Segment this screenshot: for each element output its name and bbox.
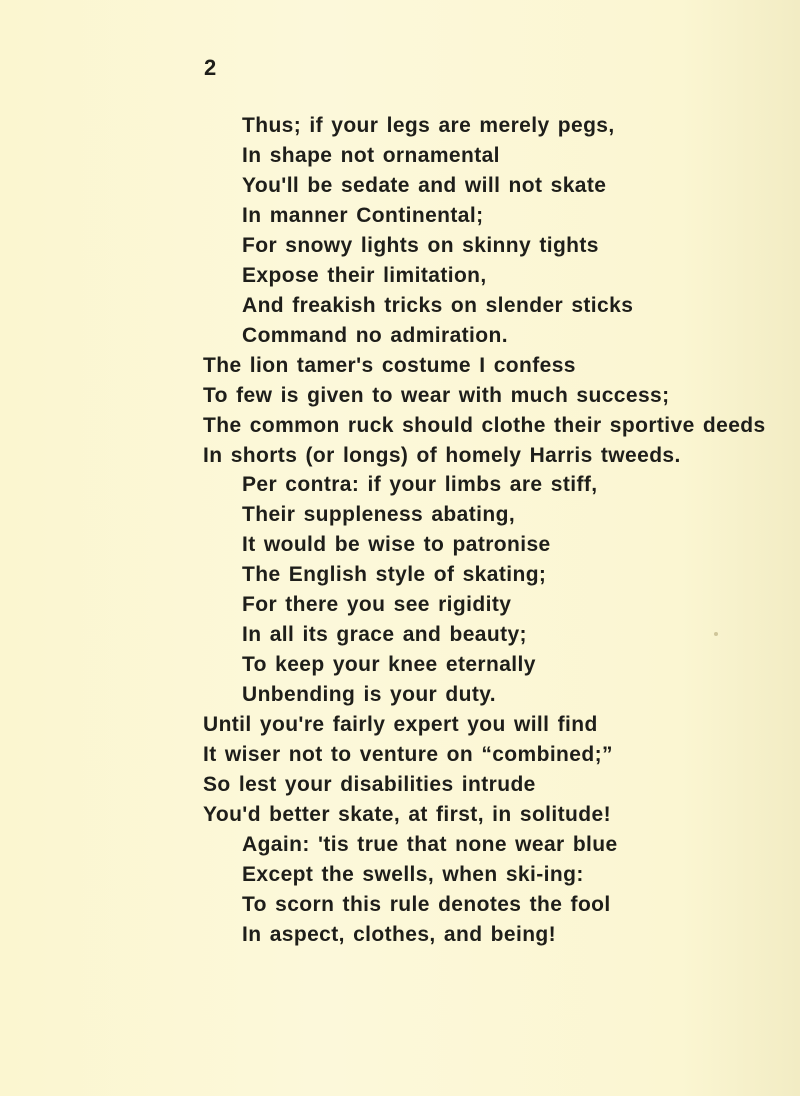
poem-line: And freakish tricks on slender sticks xyxy=(242,294,634,317)
poem-line: Except the swells, when ski-ing: xyxy=(242,863,584,886)
poem-line: Per contra: if your limbs are stiff, xyxy=(242,473,598,496)
poem-line: Thus; if your legs are merely pegs, xyxy=(242,114,615,137)
poem-line: It wiser not to venture on “combined;” xyxy=(203,743,613,766)
poem-line: In all its grace and beauty; xyxy=(242,623,527,646)
poem-line: For snowy lights on skinny tights xyxy=(242,234,599,257)
poem-line: You'd better skate, at first, in solitude! xyxy=(203,803,611,826)
poem-line: Again: 'tis true that none wear blue xyxy=(242,833,618,856)
poem-line: It would be wise to patronise xyxy=(242,533,551,556)
poem-line: To few is given to wear with much success; xyxy=(203,384,670,407)
page-number: 2 xyxy=(204,55,217,80)
poem-line: In shape not ornamental xyxy=(242,144,500,167)
poem-line: In manner Continental; xyxy=(242,204,484,227)
poem-line: The common ruck should clothe their sportive deeds xyxy=(203,414,766,437)
poem-line: To keep your knee eternally xyxy=(242,653,536,676)
poem-line: Until you're fairly expert you will find xyxy=(203,713,598,736)
poem-line: Expose their limitation, xyxy=(242,264,487,287)
poem-line: In aspect, clothes, and being! xyxy=(242,923,557,946)
poem-line: In shorts (or longs) of homely Harris tweeds. xyxy=(203,444,681,467)
poem-line: The lion tamer's costume I confess xyxy=(203,354,576,377)
poem-line: For there you see rigidity xyxy=(242,593,512,616)
poem-line: Command no admiration. xyxy=(242,324,508,347)
paper-speck xyxy=(714,632,718,636)
poem-line: To scorn this rule denotes the fool xyxy=(242,893,611,916)
poem-line: Unbending is your duty. xyxy=(242,683,496,706)
poem-line: Their suppleness abating, xyxy=(242,503,516,526)
poem-line: So lest your disabilities intrude xyxy=(203,773,536,796)
poem-line: The English style of skating; xyxy=(242,563,547,586)
poem-line: You'll be sedate and will not skate xyxy=(242,174,607,197)
